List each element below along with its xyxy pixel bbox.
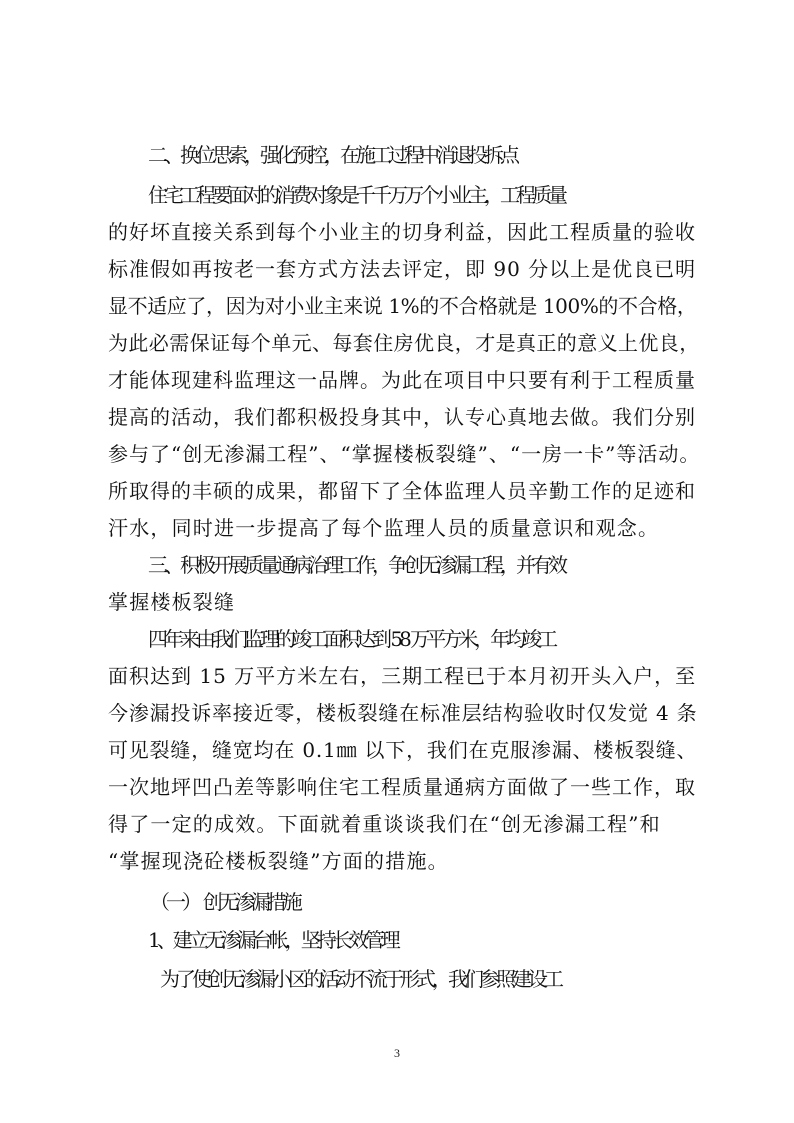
- section-heading-3-cont: 掌握楼板裂缝: [108, 590, 236, 614]
- paragraph-line: 一次地坪凹凸差等影响住宅工程质量通病方面做了一些工作，取: [108, 775, 696, 799]
- page-number: 3: [394, 1046, 400, 1060]
- subsection-item-heading: 1、建立无渗漏台帐，坚持长效管理: [148, 928, 397, 952]
- paragraph-line: 的好坏直接关系到每个小业主的切身利益，因此工程质量的验收: [108, 220, 696, 244]
- paragraph-line: 显不适应了，因为对小业主来说 1%的不合格就是 100%的不合格，: [108, 294, 697, 318]
- paragraph-line: 今渗漏投诉率接近零，楼板裂缝在标准层结构验收时仅发觉 4 条: [108, 701, 698, 725]
- paragraph-line: 可见裂缝，缝宽均在 0.1㎜ 以下，我们在克服渗漏、楼板裂缝、: [108, 738, 698, 762]
- paragraph-line: 得了一定的成效。下面就着重谈谈我们在“创无渗漏工程”和: [108, 812, 661, 836]
- section-heading-3: 三、积极开展质量通病治理工作，争创无渗漏工程，并有效: [148, 553, 564, 577]
- paragraph-line: 汗水，同时进一步提高了每个监理人员的质量意识和观念。: [108, 516, 660, 540]
- paragraph-line: “掌握现浇砼楼板裂缝”方面的措施。: [108, 849, 449, 873]
- paragraph-line: 四年来由我们监理的竣工面积达到 58 万平方米，年均竣工: [148, 627, 555, 651]
- paragraph-line: 住宅工程要面对的消费对象是千千万万个小业主，工程质量: [148, 183, 564, 207]
- paragraph-line: 参与了“创无渗漏工程”、“掌握楼板裂缝”、“一房一卡”等活动。: [108, 442, 701, 466]
- paragraph-line: 提高的活动，我们都积极投身其中，认专心真地去做。我们分别: [108, 405, 696, 429]
- paragraph-line: 为此必需保证每个单元、每套住房优良，才是真正的意义上优良，: [108, 331, 700, 355]
- paragraph-line: 标准假如再按老一套方式方法去评定，即 90 分以上是优良已明: [108, 257, 697, 281]
- subsection-heading: （一） 创无渗漏措施: [150, 890, 299, 914]
- section-heading-2: 二、换位思索，强化预控，在施工过程中消退投拆点: [148, 143, 516, 167]
- paragraph-line: 所取得的丰硕的成果，都留下了全体监理人员辛勤工作的足迹和: [108, 479, 696, 503]
- paragraph-line: 才能体现建科监理这一品牌。为此在项目中只要有利于工程质量: [108, 368, 696, 392]
- paragraph-line: 为了使创无渗漏小区的活动不流于形式，我们参照建设工: [160, 967, 560, 991]
- paragraph-line: 面积达到 15 万平方米左右，三期工程已于本月初开头入户，至: [108, 664, 697, 688]
